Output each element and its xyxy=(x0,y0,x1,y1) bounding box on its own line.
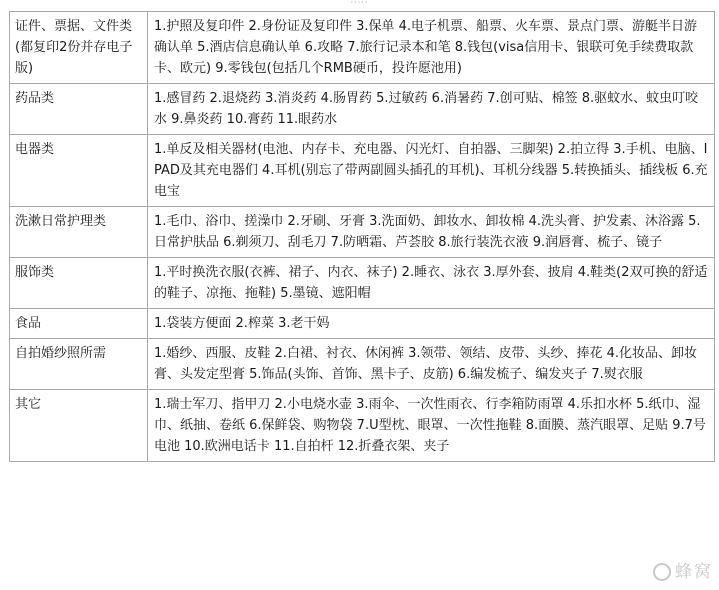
table-row xyxy=(10,390,715,462)
category-cell: 证件、票据、文件类(都复印2份并存电子版) xyxy=(10,12,148,84)
table-row xyxy=(10,309,715,339)
category-cell: 药品类 xyxy=(10,84,148,135)
table-row xyxy=(10,12,715,84)
table-row xyxy=(10,135,715,207)
items-cell: 1.袋装方便面 2.榨菜 3.老干妈 xyxy=(148,309,715,339)
category-cell: 洗漱日常护理类 xyxy=(10,207,148,258)
table-row xyxy=(10,339,715,390)
category-cell: 食品 xyxy=(10,309,148,339)
watermark-logo xyxy=(593,560,713,584)
items-cell: 1.毛巾、浴巾、搓澡巾 2.牙刷、牙膏 3.洗面奶、卸妆水、卸妆棉 4.洗头膏、护发素、沐浴露 5.日常护肤品 6.剃须刀、刮毛刀 7.防晒霜、芦荟胶 8.旅行装洗衣液 9.润唇膏、梳子、镜子 xyxy=(148,207,715,258)
category-cell: 自拍婚纱照所需 xyxy=(10,339,148,390)
drag-handle[interactable]: ····· xyxy=(350,0,369,7)
table-row xyxy=(10,207,715,258)
items-cell: 1.单反及相关器材(电池、内存卡、充电器、闪光灯、自拍器、三脚架) 2.拍立得 3.手机、电脑、IPAD及其充电器们 4.耳机(别忘了带两副圆头插孔的耳机)、耳机分线器 5.转换插头、插线板 6.充电宝 xyxy=(148,135,715,207)
items-cell: 1.瑞士军刀、指甲刀 2.小电烧水壶 3.雨伞、一次性雨衣、行李箱防雨罩 4.乐扣水杯 5.纸巾、湿巾、纸抽、卷纸 6.保鲜袋、购物袋 7.U型枕、眼罩、一次性拖鞋 8.面膜、蒸汽眼罩、足贴 9.7号电池 10.欧洲电话卡 11.自拍杆 12.折叠衣架、夹子 xyxy=(148,390,715,462)
category-cell: 其它 xyxy=(10,390,148,462)
packing-list-table xyxy=(9,11,715,462)
category-cell: 服饰类 xyxy=(10,258,148,309)
items-cell: 1.平时换洗衣服(衣裤、裙子、内衣、袜子) 2.睡衣、泳衣 3.厚外套、披肩 4.鞋类(2双可换的舒适的鞋子、凉拖、拖鞋) 5.墨镜、遮阳帽 xyxy=(148,258,715,309)
items-cell: 1.婚纱、西服、皮鞋 2.白裙、衬衣、休闲裤 3.领带、领结、皮带、头纱、捧花 4.化妆品、卸妆膏、头发定型膏 5.饰品(头饰、首饰、黑卡子、皮筋) 6.编发梳子、编发夹子 7.熨衣服 xyxy=(148,339,715,390)
items-cell: 1.感冒药 2.退烧药 3.消炎药 4.肠胃药 5.过敏药 6.消暑药 7.创可贴、棉签 8.驱蚊水、蚊虫叮咬水 9.鼻炎药 10.膏药 11.眼药水 xyxy=(148,84,715,135)
items-cell: 1.护照及复印件 2.身份证及复印件 3.保单 4.电子机票、船票、火车票、景点门票、游艇半日游确认单 5.酒店信息确认单 6.攻略 7.旅行记录本和笔 8.钱包(visa信用卡、银联可免手续费取款卡、欧元) 9.零钱包(包括几个RMB硬币，投许愿池用) xyxy=(148,12,715,84)
table-row xyxy=(10,258,715,309)
bee-logo-icon xyxy=(653,563,671,581)
watermark-text: 蜂窝 xyxy=(675,562,713,582)
category-cell: 电器类 xyxy=(10,135,148,207)
table-row xyxy=(10,84,715,135)
